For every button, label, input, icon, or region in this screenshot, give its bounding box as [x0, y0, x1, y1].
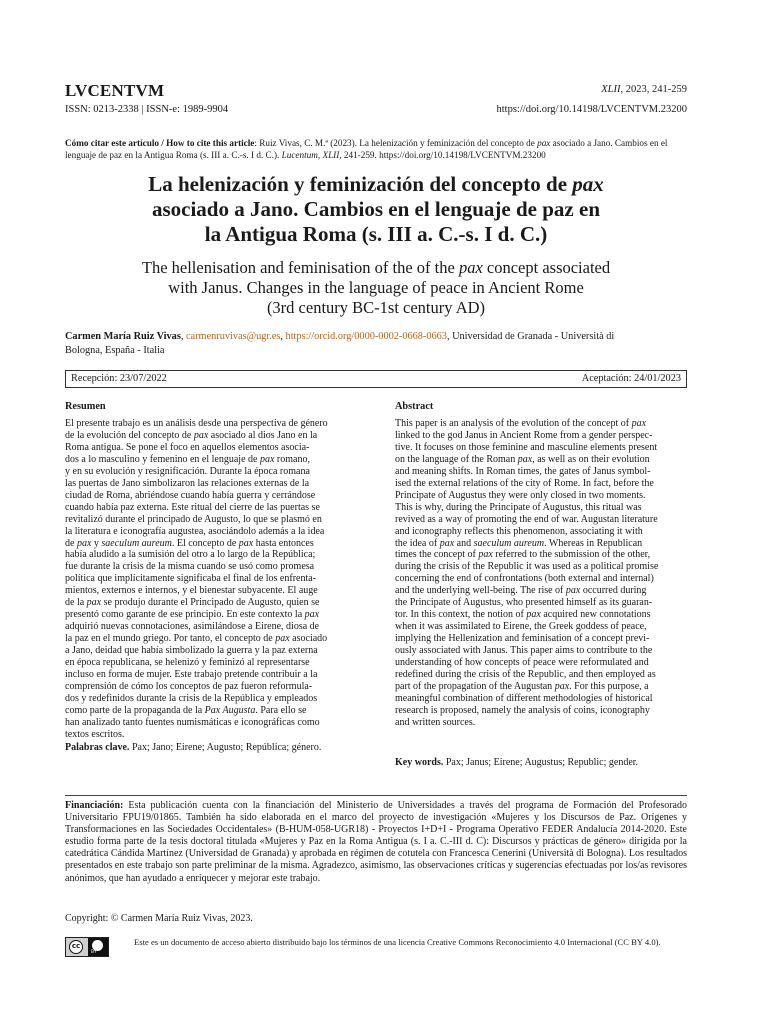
creative-commons-logo[interactable]: [65, 937, 109, 957]
keywords-list: Pax; Jano; Eirene; Augusto; República; género.: [129, 742, 322, 753]
italic-term: pax: [565, 585, 581, 597]
text-line: and meaning shifts. In Roman times, the gates of Janus symbol-: [395, 465, 651, 477]
separator: ,: [280, 331, 286, 342]
italic-term: pax: [439, 537, 455, 549]
affiliation: , Universidad de Granada - Università di: [446, 331, 615, 342]
italic-term: pax: [238, 537, 254, 549]
text-line: presentó como garante de ese principio. En este contexto la pax: [65, 609, 320, 621]
funding-label: Financiación:: [65, 800, 124, 811]
italic-term: pax: [275, 633, 290, 645]
title-line: [65, 258, 687, 278]
text-line: tor. In this context, the notion of pax acquired new connotations: [395, 609, 651, 621]
text-line: El presente trabajo es un análisis desde una perspectiva de género: [65, 418, 328, 429]
by-label: BY: [91, 950, 97, 955]
accepted-date: Aceptación: 24/01/2023: [581, 373, 681, 384]
text-line: and the underlying well-being. The rise of pax occurred during: [395, 585, 647, 597]
license-text: Este es un documento de acceso abierto distribuido bajo los términos de una licencia Creative Commons Reconocimiento 4.0 Internacional (CC BY 4.0).: [134, 937, 661, 947]
text-line: de la pax se produjo durante el Principado de Augusto, quien se: [65, 597, 320, 609]
text-line: cuando había paz externa. Este ritual del cierre de las puertas se: [65, 501, 320, 513]
text-line: implying the Hellenization and feminisation of a concept previ-: [395, 633, 650, 645]
title-pax: pax: [572, 172, 604, 196]
text-line: adquirió nuevas connotaciones, asimilándose a Eirene, diosa de: [65, 621, 320, 633]
text-line: de la evolución del concepto de pax asociado al dios Jano en la: [65, 429, 318, 441]
resumen-heading: Resumen: [65, 401, 106, 412]
cc-icon: cc: [69, 940, 83, 954]
text-line: Roma antigua. Se pone el foco en aquellos elementos asocia-: [65, 441, 310, 453]
received-date: Recepción: 23/07/2022: [71, 373, 167, 384]
doi-link[interactable]: https://doi.org/10.14198/LVCENTVM.23200: [496, 104, 687, 115]
text-line: la literatura e iconografía augustea, asociándolo además a la idea: [65, 525, 325, 537]
text-line: las puertas de Jano simbolizaron las relaciones externas de la: [65, 477, 310, 489]
italic-term: pax: [526, 609, 541, 621]
text-line: mientos, externos e internos, y el bienestar subyacente. El auge: [65, 585, 318, 597]
orcid-link[interactable]: https://orcid.org/0000-0002-0668-0663: [285, 331, 447, 342]
text-line: This paper is an analysis of the evolution of the concept of pax: [395, 418, 647, 429]
text-line: y en su evolución y resignificación. Durante la época romana: [65, 465, 310, 477]
text-line: ised the external relations of the city of Rome. In fact, before the: [395, 477, 654, 489]
abstract-keywords: [395, 757, 695, 769]
separator-rule: [65, 795, 687, 796]
text-line: ciudad de Roma, abriéndose cuando había guerra y cerrándose: [65, 489, 316, 501]
text-line: en época republicana, se helenizó y feminizó al representarse: [65, 657, 310, 669]
author-email-link[interactable]: carmenruvivas@ugr.es: [185, 331, 281, 342]
author-block: [65, 330, 690, 357]
author-name: Carmen María Ruiz Vivas: [65, 331, 181, 342]
volume: XLII: [601, 84, 621, 95]
title-text: concept associated: [482, 258, 611, 277]
italic-term: pax: [259, 453, 275, 465]
issn: ISSN: 0213-2338 | ISSN-e: 1989-9904: [65, 104, 229, 115]
affiliation: Bologna, España - Italia: [65, 344, 165, 356]
citation-journal: Lucentum, XLII: [281, 150, 340, 161]
text-line: redefined during the crisis of the Republic, and then employed as: [395, 669, 656, 681]
keywords-label: Palabras clave.: [65, 742, 130, 753]
italic-term: pax: [631, 418, 647, 429]
text-line: understanding of how concepts of peace were reformulated and: [395, 657, 649, 669]
text-line: había aludido a la sumisión del otro a lo largo de la República;: [65, 549, 316, 561]
italic-term: pax: [478, 549, 493, 561]
text-line: la paz en el mundo griego. Por tanto, el concepto de pax asociado: [65, 633, 328, 645]
dates-box: [65, 370, 687, 388]
text-line: meaningful combination of different methodologies of historical: [395, 692, 653, 704]
journal-name: LVCENTVM: [65, 81, 165, 100]
text-line: during the crisis of the Republic it was used as a political promise: [395, 561, 659, 573]
text-line: ously associated with Janus. This paper aims to contribute to the: [395, 645, 653, 657]
text-line: part of the propagation of the Augustan pax. For this purpose, a: [395, 680, 649, 692]
text-line: tive. It focuses on those feminine and masculine elements present: [395, 441, 658, 453]
citation: [65, 137, 687, 162]
year-pages: , 2023, 241-259: [620, 84, 687, 95]
text-line: dos y redefinidos durante la crisis de la República y empleados: [65, 692, 318, 704]
italic-term: pax: [517, 453, 533, 465]
text-line: linked to the god Janus in Ancient Rome from a gender perspec-: [395, 429, 653, 441]
text-line: como parte de la propaganda de la Pax Augusta. Para ello se: [65, 704, 307, 716]
text-line: when it was assimilated to Eirene, the Greek goddess of peace,: [395, 621, 647, 633]
text-line: dos a lo masculino y femenino en el lenguaje de pax romano,: [65, 453, 310, 465]
copyright: Copyright: © Carmen María Ruiz Vivas, 2023.: [65, 913, 253, 924]
text-line: a Jano, deidad que había simbolizado la guerra y la paz externa: [65, 645, 318, 657]
text-line: textos escritos.: [65, 728, 125, 740]
text-line: the Principate of Augustus, who presented himself as its guaran-: [395, 597, 653, 609]
keywords-list: Pax; Janus; Eirene; Augustus; Republic; gender.: [443, 757, 639, 768]
text-line: concerning the end of confrontations (both external and internal): [395, 573, 654, 585]
title-text: La helenización y feminización del concepto de: [148, 172, 573, 196]
text-line: the idea of pax and saeculum aureum. Whereas in Republican: [395, 537, 643, 549]
title-pax: pax: [458, 258, 483, 277]
citation-text: , 241-259. https://doi.org/10.14198/LVCENTVM.23200: [339, 150, 546, 161]
text-line: times the concept of pax referred to the submission of the other,: [395, 549, 651, 561]
italic-term: pax: [86, 597, 102, 609]
citation-pax: pax: [537, 138, 551, 148]
resumen-text: [65, 418, 359, 741]
text-line: fue durante la crisis de la misma cuando se usó como promesa: [65, 561, 315, 573]
italic-term: Pax Augusta: [204, 704, 256, 716]
text-line: de pax y saeculum aureum. El concepto de pax hasta entonces: [65, 537, 314, 549]
citation-text: asociado a Jano. Cambios en el lenguaje de paz en la Antigua Roma (s. III a. C.-s. I d. C.).: [65, 138, 668, 161]
title-line: with Janus. Changes in the language of peace in Ancient Rome: [168, 278, 584, 297]
title-line: [65, 172, 687, 197]
cc-panel: [66, 938, 88, 956]
title-line: asociado a Jano. Cambios en el lenguaje de paz en: [151, 197, 600, 221]
title-text: The hellenisation and feminisation of the of the: [141, 258, 459, 277]
italic-term: saeculum aureum: [101, 537, 172, 549]
italic-term: saeculum aureum: [473, 537, 545, 549]
text-line: revitalizó durante el principado de Augusto, lo que se plasmó en: [65, 513, 322, 525]
text-line: and written sources.: [395, 716, 476, 728]
title-line: la Antigua Roma (s. III a. C.-s. I d. C.): [204, 222, 548, 246]
text-line: incluso en forma de mujer. Este trabajo pretende contribuir a la: [65, 669, 318, 681]
text-line: han analizado tanto fuentes numismáticas e iconográficas como: [65, 716, 320, 728]
separator: ,: [180, 331, 186, 342]
funding-note: [65, 800, 687, 885]
volume-year-pages: [601, 84, 687, 95]
text-line: and iconography reflects this phenomenon, associating it with: [395, 525, 643, 537]
title-english: [65, 258, 687, 318]
italic-term: pax: [554, 680, 570, 692]
italic-term: pax: [193, 429, 209, 441]
abstract-heading: Abstract: [395, 401, 434, 412]
keywords-label: Key words.: [395, 757, 444, 768]
text-line: research is proposed, namely the analysis of coins, iconography: [395, 704, 650, 716]
citation-text: : Ruiz Vivas, C. M.ª (2023). La helenización y feminización del concepto de: [254, 138, 538, 148]
italic-term: pax: [76, 537, 92, 549]
title-spanish: [65, 172, 687, 247]
abstract-text: [395, 418, 687, 729]
text-line: comprensión de cómo los conceptos de paz fueron reformula-: [65, 680, 313, 692]
text-line: This is why, during the Principate of Augustus, this ritual was: [395, 501, 642, 513]
text-line: on the language of the Roman pax, as well as on their evolution: [395, 453, 650, 465]
resumen-keywords: [65, 742, 365, 754]
italic-term: pax: [304, 609, 320, 621]
text-line: Principate of Augustus they were only closed in two moments.: [395, 489, 646, 501]
text-line: revived as a way of promoting the end of war. Augustan literature: [395, 513, 658, 525]
text-line: política que implícitamente significaba el final de los enfrenta-: [65, 573, 317, 585]
title-line: (3rd century BC-1st century AD): [266, 298, 486, 317]
funding-text: Esta publicación cuenta con la financiación del Ministerio de Universidades a través del programa de Formación del Profesorado Universitario FPU19/01865. También ha sido elaborada en el marco del proyecto de investigación «Mujeres y los Discursos de Paz. Orígenes y Transformaciones en las Sociedades Occidentales» (B-HUM-058-UGR18) - Proyectos I+D+I - Programa Operativo FEDER Andalucía 2014-2020. Este estudio forma parte de la tesis doctoral titulada «Mujeres y Paz en la Roma Antigua (s. I a. C.-III d. C): Discursos y prácticas de género» dirigida por la catedrática Cándida Martínez (Universidad de Granada) y aprobada en régimen de cotutela con Francesca Cenerini (Università di Bologna). Los resultados presentados en este trabajo son parte preliminar de la misma. Agradezco, asimismo, las observaciones críticas y sugerencias efectuadas por los/as revisores anónimos, que han ayudado a enriquecer y mejorar este trabajo.: [65, 800, 687, 884]
citation-label: Cómo citar este artículo / How to cite this article: [65, 138, 255, 148]
